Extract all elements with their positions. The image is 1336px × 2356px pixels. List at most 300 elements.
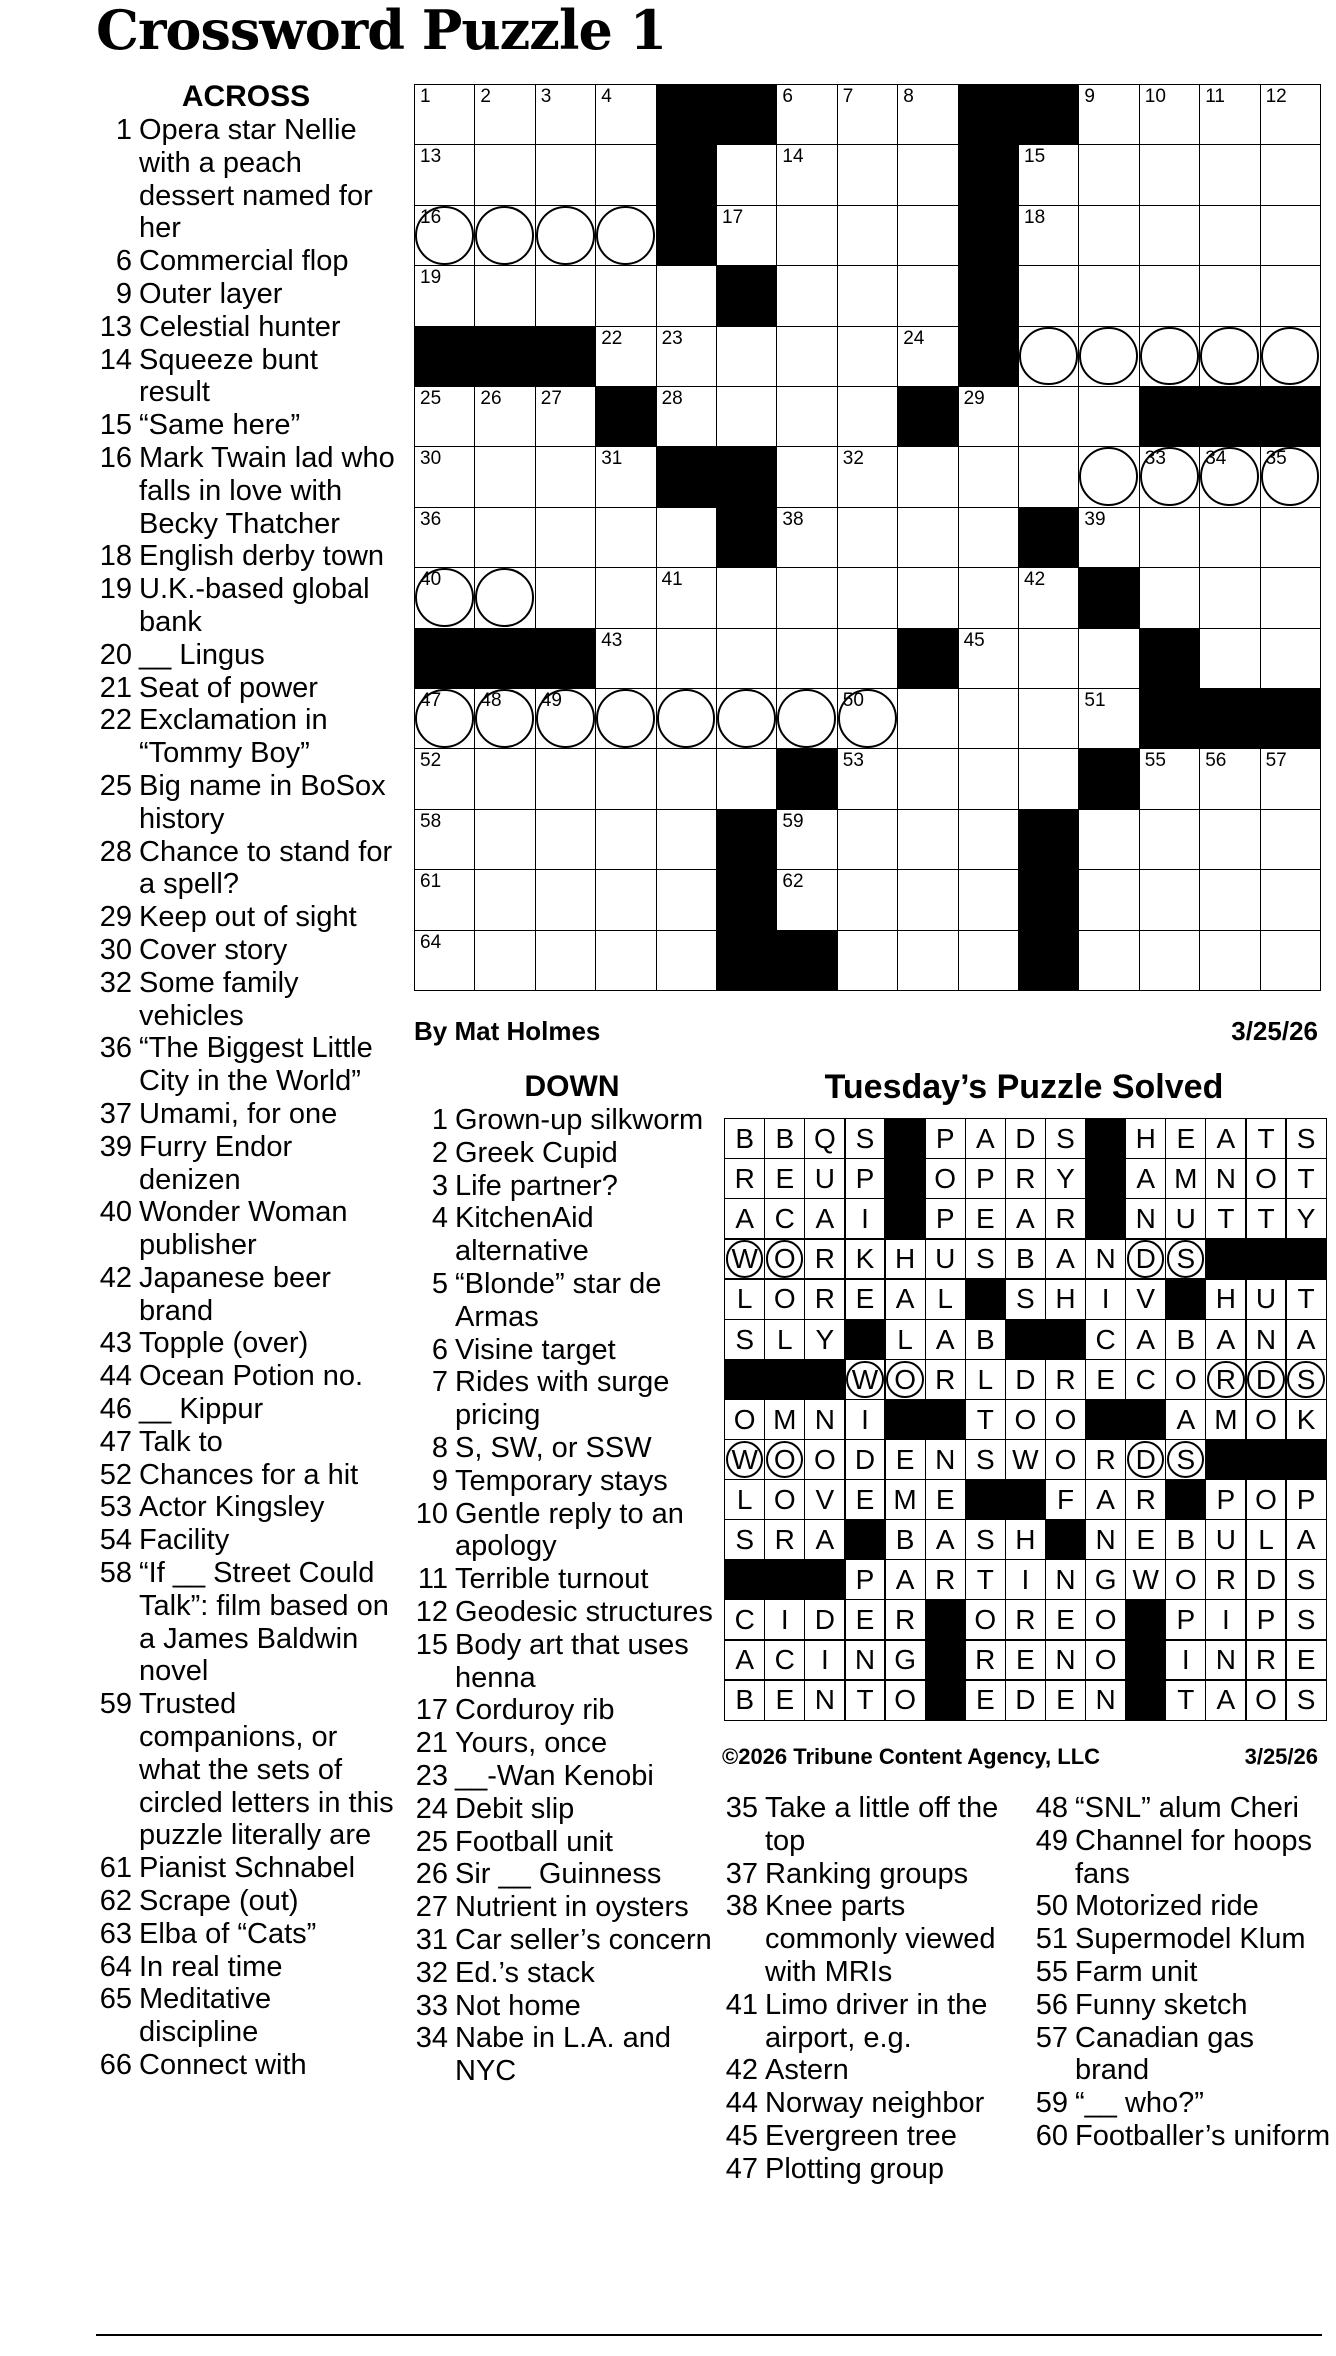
grid-cell[interactable] [716,144,778,206]
grid-cell[interactable] [656,507,718,569]
solved-cell: I [1005,1559,1046,1600]
grid-cell[interactable] [776,688,838,750]
grid-cell[interactable] [958,748,1020,810]
grid-cell[interactable] [535,386,597,448]
grid-cell[interactable] [897,446,959,508]
grid-cell[interactable] [1018,748,1080,810]
grid-cell[interactable] [1260,748,1322,810]
grid-cell[interactable] [1078,84,1140,146]
grid-cell[interactable] [535,748,597,810]
grid-cell[interactable] [414,567,476,629]
grid-cell[interactable] [837,386,899,448]
grid-cell[interactable] [1018,386,1080,448]
grid-cell[interactable] [1260,869,1322,931]
solved-cell: D [1005,1679,1046,1720]
clue-number: 24 [415,1792,448,1825]
grid-cell[interactable] [716,748,778,810]
solved-cell: N [925,1439,966,1480]
grid-cell[interactable] [837,748,899,810]
grid-cell[interactable] [595,628,657,690]
grid-cell[interactable] [1199,507,1261,569]
grid-cell[interactable] [837,688,899,750]
grid-cell[interactable] [474,688,536,750]
grid-cell[interactable] [535,869,597,931]
grid-cell[interactable] [837,507,899,569]
clue [1032,2087,1332,2120]
clue [96,1131,396,1197]
clue-text: “Same here” [139,409,301,442]
solved-cell: E [1125,1519,1166,1560]
puzzle-title: Crossword Puzzle 1 [96,0,667,62]
solved-cell: O [764,1439,805,1480]
grid-cell[interactable] [1078,205,1140,267]
grid-cell[interactable] [837,265,899,327]
grid-cell[interactable] [474,265,536,327]
clue-text: Scrape (out) [139,1885,299,1918]
grid-cell[interactable] [656,326,718,388]
grid-cell[interactable] [656,628,718,690]
grid-cell[interactable] [474,567,536,629]
grid-cell[interactable] [414,869,476,931]
grid-cell[interactable] [897,84,959,146]
solved-cell: O [965,1599,1006,1640]
grid-cell[interactable] [595,446,657,508]
grid-cell[interactable] [1078,507,1140,569]
grid-cell[interactable] [1260,326,1322,388]
solved-cell: R [1085,1439,1126,1480]
clue-number: 22 [99,704,132,737]
grid-cell[interactable] [1260,144,1322,206]
grid-cell[interactable] [414,144,476,206]
cell-number: 3 [540,86,552,107]
grid-cell[interactable] [1018,567,1080,629]
clue [722,1858,1027,1891]
clue-number: 42 [99,1261,132,1294]
grid-cell[interactable] [474,869,536,931]
grid-cell[interactable] [1078,144,1140,206]
block-cell [716,507,778,569]
grid-cell[interactable] [716,386,778,448]
grid-cell[interactable] [1199,628,1261,690]
clue-text: Farm unit [1075,1955,1198,1988]
grid-cell[interactable] [776,386,838,448]
clue [96,1459,396,1492]
grid-cell[interactable] [1078,265,1140,327]
grid-cell[interactable] [595,144,657,206]
circle-mark [777,689,836,748]
grid-cell[interactable] [837,144,899,206]
grid-cell[interactable] [1199,326,1261,388]
clue-text: English derby town [139,540,385,573]
grid-cell[interactable] [1078,628,1140,690]
grid-cell[interactable] [414,205,476,267]
grid-cell[interactable] [1260,930,1322,992]
solved-block-cell [1165,1278,1206,1319]
clue [722,1890,1027,1988]
grid-cell[interactable] [1260,507,1322,569]
solved-cell: D [1245,1559,1286,1600]
grid-cell[interactable] [656,567,718,629]
grid-cell[interactable] [474,84,536,146]
block-cell [1018,930,1080,992]
grid-cell[interactable] [1078,688,1140,750]
grid-cell[interactable] [837,628,899,690]
clue-text: Meditative discipline [139,1983,272,2049]
clue [412,1596,732,1629]
grid-cell[interactable] [1260,446,1322,508]
solved-cell: P [1285,1479,1326,1520]
clue-number: 25 [99,769,132,802]
grid-cell[interactable] [776,809,838,871]
grid-cell[interactable] [958,869,1020,931]
grid-cell[interactable] [1260,809,1322,871]
grid-cell[interactable] [1199,205,1261,267]
solved-cell: A [884,1278,925,1319]
clue [1032,1923,1332,1956]
grid-cell[interactable] [535,567,597,629]
clue-text: Terrible turnout [455,1563,649,1596]
grid-cell[interactable] [1260,205,1322,267]
solved-cell: R [925,1359,966,1400]
clue [96,967,396,1033]
grid-cell[interactable] [776,205,838,267]
clue-number: 4 [431,1202,448,1235]
across-heading: ACROSS [181,80,311,113]
grid-cell[interactable] [474,809,536,871]
solved-cell: U [1205,1519,1246,1560]
grid-cell[interactable] [837,869,899,931]
grid-cell[interactable] [595,84,657,146]
grid-cell[interactable] [414,688,476,750]
clue-text: Talk to [139,1425,223,1458]
grid-cell[interactable] [1078,326,1140,388]
block-cell [535,326,597,388]
clue-text: Norway neighbor [765,2087,985,2120]
grid-cell[interactable] [1139,84,1201,146]
solved-cell: R [884,1599,925,1640]
grid-cell[interactable] [535,688,597,750]
grid-cell[interactable] [716,567,778,629]
solved-cell: H [1045,1278,1086,1319]
grid-cell[interactable] [474,386,536,448]
grid-cell[interactable] [414,809,476,871]
clue-number: 44 [725,2087,758,2120]
grid-cell[interactable] [897,326,959,388]
grid-cell[interactable] [535,144,597,206]
grid-cell[interactable] [958,688,1020,750]
solved-cell: O [764,1238,805,1279]
solved-cell: R [1205,1359,1246,1400]
grid-cell[interactable] [837,205,899,267]
grid-cell[interactable] [656,265,718,327]
solved-block-cell [724,1559,765,1600]
grid-cell[interactable] [1139,869,1201,931]
solved-cell: A [925,1319,966,1360]
grid-cell[interactable] [656,688,718,750]
solved-cell: O [724,1399,765,1440]
solved-cell: N [804,1399,845,1440]
grid-cell[interactable] [1139,809,1201,871]
grid-cell[interactable] [535,205,597,267]
cell-number: 37 [721,507,743,529]
clue-text: Facility [139,1524,230,1557]
clue-number: 40 [99,1196,132,1229]
clue [96,1885,396,1918]
clue-number: 27 [415,1891,448,1924]
solved-cell: B [965,1319,1006,1360]
grid-cell[interactable] [1018,265,1080,327]
grid-cell[interactable] [958,567,1020,629]
clue-text: “__ who?” [1075,2087,1204,2120]
grid-cell[interactable] [897,205,959,267]
grid-cell[interactable] [414,930,476,992]
grid-cell[interactable] [1139,507,1201,569]
grid-cell[interactable] [897,930,959,992]
grid-cell[interactable] [595,567,657,629]
grid-cell[interactable] [1199,869,1261,931]
grid-cell[interactable] [958,930,1020,992]
grid-cell[interactable] [1139,930,1201,992]
grid-cell[interactable] [595,205,657,267]
cell-number: 31 [601,448,623,470]
grid-cell[interactable] [1078,446,1140,508]
grid-cell[interactable] [474,748,536,810]
grid-cell[interactable] [656,869,718,931]
grid-cell[interactable] [1018,446,1080,508]
cell-number: 9 [1084,86,1095,107]
grid-cell[interactable] [958,628,1020,690]
clue-text: U.K.-based global bank [139,573,370,638]
grid-cell[interactable] [776,446,838,508]
grid-cell[interactable] [1139,205,1201,267]
grid-cell[interactable] [897,507,959,569]
grid-cell[interactable] [595,265,657,327]
grid-cell[interactable] [837,809,899,871]
clue-text: Motorized ride [1075,1890,1259,1923]
grid-cell[interactable] [776,869,838,931]
grid-cell[interactable] [474,930,536,992]
solved-block-cell [1085,1118,1126,1159]
solved-block-cell [925,1599,966,1640]
solved-block-cell [1045,1319,1086,1360]
grid-cell[interactable] [535,809,597,871]
solved-cell: A [925,1519,966,1560]
solved-block-cell [1205,1238,1246,1279]
grid-cell[interactable] [1139,446,1201,508]
solved-cell: E [925,1479,966,1520]
grid-cell[interactable] [656,748,718,810]
solved-cell: O [1045,1399,1086,1440]
grid-cell[interactable] [1260,628,1322,690]
clue-text: Furry Endor denizen [139,1130,293,1196]
grid-cell[interactable] [837,84,899,146]
solved-cell: G [884,1639,925,1680]
grid-cell[interactable] [897,869,959,931]
solved-block-cell [884,1118,925,1159]
cell-number: 5 [660,85,672,106]
grid-cell[interactable] [414,446,476,508]
grid-cell[interactable] [837,446,899,508]
clue-number: 49 [1035,1824,1068,1857]
cell-number: 32 [842,448,864,470]
grid-cell[interactable] [897,265,959,327]
grid-cell[interactable] [595,748,657,810]
grid-cell[interactable] [474,205,536,267]
grid-cell[interactable] [1078,809,1140,871]
grid-cell[interactable] [837,326,899,388]
clue-text: Topple (over) [139,1327,309,1360]
grid-cell[interactable] [1078,869,1140,931]
grid-cell[interactable] [1199,567,1261,629]
cell-number: 58 [420,810,442,832]
solved-cell: D [1125,1238,1166,1279]
solved-cell: O [764,1479,805,1520]
clue-number: 36 [99,1032,132,1065]
clue [96,1032,396,1098]
grid-cell[interactable] [776,567,838,629]
solved-cell: W [724,1238,765,1279]
grid-cell[interactable] [716,628,778,690]
grid-cell[interactable] [958,446,1020,508]
grid-cell[interactable] [414,748,476,810]
grid-cell[interactable] [1139,326,1201,388]
grid-cell[interactable] [776,507,838,569]
grid-cell[interactable] [776,628,838,690]
solved-block-cell [884,1158,925,1199]
grid-cell[interactable] [656,809,718,871]
grid-cell[interactable] [1018,326,1080,388]
grid-cell[interactable] [535,930,597,992]
solved-cell: A [724,1639,765,1680]
grid-cell[interactable] [1199,809,1261,871]
grid-cell[interactable] [837,567,899,629]
clue-number: 62 [99,1885,132,1918]
block-cell [1139,386,1201,448]
block-cell [1260,386,1322,448]
grid-cell[interactable] [656,930,718,992]
grid-cell[interactable] [1139,265,1201,327]
cell-number: 65 [781,930,803,952]
grid-cell[interactable] [595,326,657,388]
grid-cell[interactable] [958,809,1020,871]
grid-cell[interactable] [716,326,778,388]
solved-cell: S [724,1319,765,1360]
grid-cell[interactable] [1018,688,1080,750]
grid-cell[interactable] [716,205,778,267]
grid-cell[interactable] [1199,446,1261,508]
grid-cell[interactable] [1139,144,1201,206]
grid-cell[interactable] [1139,748,1201,810]
grid-cell[interactable] [535,84,597,146]
grid-cell[interactable] [414,84,476,146]
grid-cell[interactable] [897,688,959,750]
grid-cell[interactable] [1018,628,1080,690]
grid-cell[interactable] [535,446,597,508]
grid-cell[interactable] [474,144,536,206]
grid-cell[interactable] [958,386,1020,448]
solved-cell: D [1125,1439,1166,1480]
grid-cell[interactable] [595,809,657,871]
grid-cell[interactable] [776,265,838,327]
grid-cell[interactable] [1078,930,1140,992]
grid-cell[interactable] [897,567,959,629]
solved-cell: A [1125,1319,1166,1360]
solved-cell: R [804,1238,845,1279]
grid-cell[interactable] [656,386,718,448]
grid-cell[interactable] [1078,386,1140,448]
grid-cell[interactable] [1260,265,1322,327]
grid-cell[interactable] [958,507,1020,569]
grid-cell[interactable] [1199,930,1261,992]
grid-cell[interactable] [595,869,657,931]
solved-cell: C [1125,1359,1166,1400]
clue-text: Body art that uses henna [455,1628,689,1694]
grid-cell[interactable] [897,144,959,206]
solved-cell: N [1045,1559,1086,1600]
grid-cell[interactable] [474,507,536,569]
clue-number: 32 [99,966,132,999]
clue [96,573,396,639]
grid-cell[interactable] [1139,567,1201,629]
clue [412,1924,732,1957]
grid-cell[interactable] [414,386,476,448]
grid-cell[interactable] [414,265,476,327]
clue [412,1366,732,1432]
grid-cell[interactable] [776,84,838,146]
block-cell [1139,688,1201,750]
grid-cell[interactable] [1199,748,1261,810]
grid-cell[interactable] [414,507,476,569]
grid-cell[interactable] [897,809,959,871]
grid-cell[interactable] [595,507,657,569]
grid-cell[interactable] [1260,567,1322,629]
grid-cell[interactable] [474,446,536,508]
grid-cell[interactable] [1199,265,1261,327]
solved-cell: B [1005,1238,1046,1279]
grid-cell[interactable] [1018,205,1080,267]
grid-cell[interactable] [1018,144,1080,206]
circle-mark [475,568,534,627]
solved-cell: P [1165,1599,1206,1640]
clue-number: 55 [1035,1955,1068,1988]
cell-number: 10 [1144,86,1166,107]
grid-cell[interactable] [776,326,838,388]
clue [1032,1825,1332,1891]
grid-cell[interactable] [535,507,597,569]
grid-cell[interactable] [897,748,959,810]
grid-cell[interactable] [716,688,778,750]
solved-cell: Y [1045,1158,1086,1199]
solved-cell: I [764,1599,805,1640]
grid-cell[interactable] [776,144,838,206]
grid-cell[interactable] [1260,84,1322,146]
grid-cell[interactable] [1199,144,1261,206]
block-cell [595,386,657,448]
clue-number: 53 [99,1491,132,1524]
solved-block-cell [1045,1519,1086,1560]
clue-number: 32 [415,1956,448,1989]
grid-cell[interactable] [595,688,657,750]
grid-cell[interactable] [1199,84,1261,146]
cell-number: 45 [963,629,985,651]
clue-text: Gentle reply to an apology [455,1497,684,1563]
grid-cell[interactable] [535,265,597,327]
grid-cell[interactable] [595,930,657,992]
grid-cell[interactable] [837,930,899,992]
clue-text: Life partner? [455,1169,618,1202]
block-cell [1018,809,1080,871]
clue [96,311,396,344]
